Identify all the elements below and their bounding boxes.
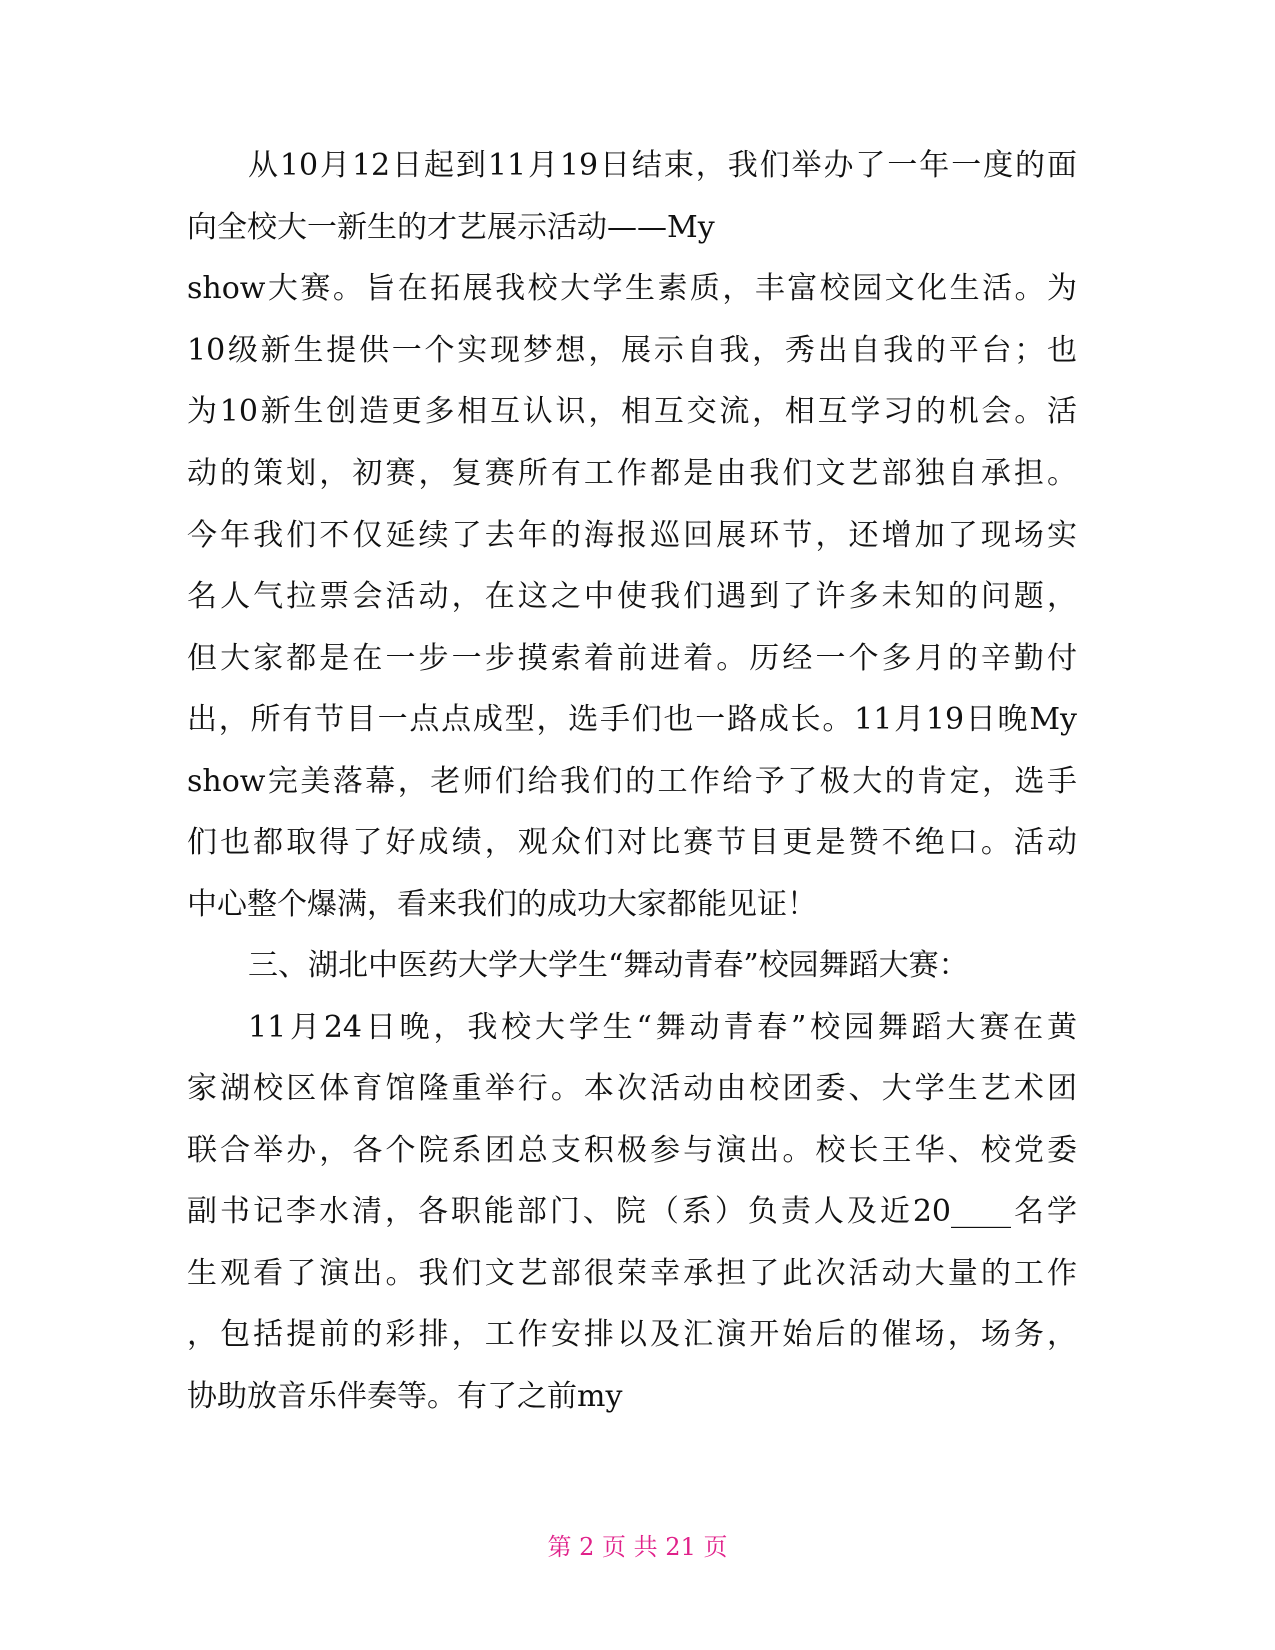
paragraph-line: 但大家都是在一步一步摸索着前进着。历经一个多月的辛勤付 bbox=[187, 641, 1077, 676]
paragraph-line: 10级新生提供一个实现梦想，展示自我，秀出自我的平台；也 bbox=[187, 333, 1077, 368]
paragraph-line: 动的策划，初赛，复赛所有工作都是由我们文艺部独自承担。 bbox=[187, 456, 1077, 491]
section-heading: 三、湖北中医药大学大学生“舞动青春”校园舞蹈大赛： bbox=[248, 948, 969, 983]
paragraph-line: 家湖校区体育馆隆重举行。本次活动由校团委、大学生艺术团 bbox=[187, 1071, 1077, 1106]
paragraph-line: 今年我们不仅延续了去年的海报巡回展环节，还增加了现场实 bbox=[187, 518, 1077, 553]
paragraph-line: 协助放音乐伴奏等。有了之前my bbox=[187, 1379, 623, 1414]
paragraph-line: show完美落幕，老师们给我们的工作给予了极大的肯定，选手 bbox=[187, 764, 1077, 799]
paragraph-line: 为10新生创造更多相互认识，相互交流，相互学习的机会。活 bbox=[187, 394, 1077, 429]
paragraph-line: 11月24日晚，我校大学生“舞动青春”校园舞蹈大赛在黄 bbox=[248, 1010, 1077, 1045]
paragraph-line: 们也都取得了好成绩，观众们对比赛节目更是赞不绝口。活动 bbox=[187, 825, 1077, 860]
paragraph-line: 名人气拉票会活动，在这之中使我们遇到了许多未知的问题， bbox=[187, 579, 1077, 614]
paragraph-line: show大赛。旨在拓展我校大学生素质，丰富校园文化生活。为 bbox=[187, 271, 1077, 306]
paragraph-line: 从10月12日起到11月19日结束，我们举办了一年一度的面 bbox=[248, 148, 1077, 183]
paragraph-line: 联合举办，各个院系团总支积极参与演出。校长王华、校党委 bbox=[187, 1133, 1077, 1168]
paragraph-line: 向全校大一新生的才艺展示活动——My bbox=[187, 210, 715, 245]
page-number-footer: 第 2 页 共 21 页 bbox=[547, 1533, 728, 1561]
paragraph-line: 中心整个爆满，看来我们的成功大家都能见证！ bbox=[187, 887, 817, 922]
paragraph-line: 副书记李水清，各职能部门、院（系）负责人及近20____名学 bbox=[187, 1194, 1077, 1229]
paragraph-line: 生观看了演出。我们文艺部很荣幸承担了此次活动大量的工作 bbox=[187, 1256, 1077, 1291]
paragraph-line: 出，所有节目一点点成型，选手们也一路成长。11月19日晚My bbox=[187, 702, 1077, 737]
paragraph-line: ，包括提前的彩排，工作安排以及汇演开始后的催场，场务， bbox=[187, 1317, 1077, 1352]
